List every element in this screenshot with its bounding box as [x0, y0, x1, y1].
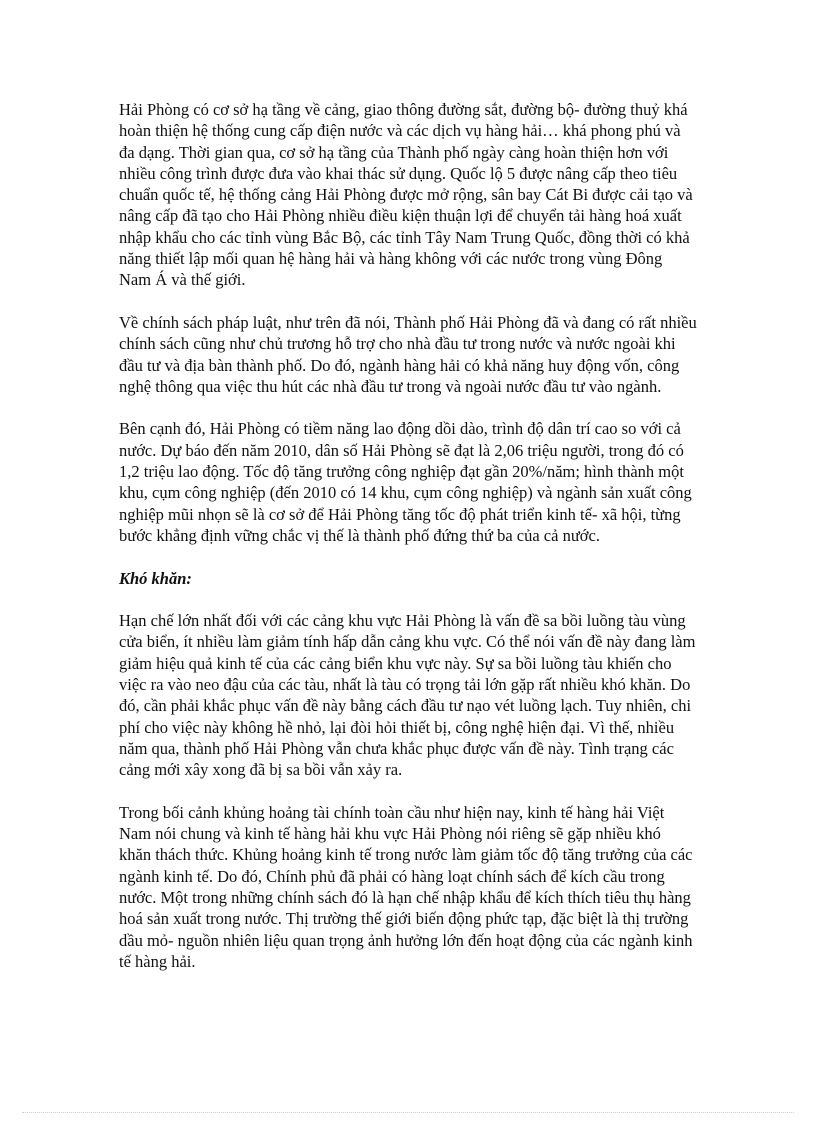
paragraph-crisis: Trong bối cảnh khủng hoảng tài chính toàn cầu như hiện nay, kinh tế hàng hải Việt Nam nói chung và kinh tế hàng hải khu vực Hải Phòng nói riêng sẽ gặp nhiều khó khăn thách thức. Khủng hoảng kinh tế trong nước làm giảm tốc độ tăng trưởng của các ngành kinh tế. Do đó, Chính phủ đã phải có hàng loạt chính sách để kích cầu trong nước. Một trong những chính sách đó là hạn chế nhập khẩu để kích thích tiêu thụ hàng hoá sản xuất trong nước. Thị trường thế giới biến động phức tạp, đặc biệt là thị trường dầu mỏ- nguồn nhiên liệu quan trọng ảnh hưởng lớn đến hoạt động của các ngành kinh tế hàng hải.	[119, 802, 693, 971]
paragraph-policy: Về chính sách pháp luật, như trên đã nói, Thành phố Hải Phòng đã và đang có rất nhiều chính sách cũng như chủ trương hỗ trợ cho nhà đầu tư trong nước và nước ngoài khi đầu tư và địa bàn thành phố. Do đó, ngành hàng hải có khả năng huy động vốn, công nghệ thông qua việc thu hút các nhà đầu tư trong và ngoài nước đầu tư vào ngành.	[119, 312, 697, 396]
paragraph-labor: Bên cạnh đó, Hải Phòng có tiềm năng lao động dồi dào, trình độ dân trí cao so với cả nước. Dự báo đến năm 2010, dân số Hải Phòng sẽ đạt là 2,06 triệu người, trong đó có 1,2 triệu lao động. Tốc độ tăng trưởng công nghiệp đạt gần 20%/năm; hình thành một khu, cụm công nghiệp (đến 2010 có 14 khu, cụm công nghiệp) và ngành sản xuất công nghiệp mũi nhọn sẽ là cơ sở để Hải Phòng tăng tốc độ phát triển kinh tế- xã hội, từng bước khẳng định vững chắc vị thế là thành phố đứng thứ ba của cả nước.	[119, 419, 692, 545]
footer-divider	[22, 1112, 794, 1113]
document-body	[119, 99, 697, 993]
paragraph-infrastructure: Hải Phòng có cơ sở hạ tầng về cảng, giao thông đường sắt, đường bộ- đường thuỷ khá hoàn thiện hệ thống cung cấp điện nước và các dịch vụ hàng hải… khá phong phú và đa dạng. Thời gian qua, cơ sở hạ tầng của Thành phố ngày càng hoàn thiện hơn với nhiều công trình được đưa vào khai thác sử dụng. Quốc lộ 5 được nâng cấp theo tiêu chuẩn quốc tế, hệ thống cảng Hải Phòng được mở rộng, sân bay Cát Bi được cải tạo và nâng cấp đã tạo cho Hải Phòng nhiều điều kiện thuận lợi để chuyển tải hàng hoá xuất nhập khẩu cho các tỉnh vùng Bắc Bộ, các tỉnh Tây Nam Trung Quốc, đồng thời có khả năng thiết lập mối quan hệ hàng hải và hàng không với các nước trong vùng Đông Nam Á và thế giới.	[119, 100, 693, 290]
section-heading-difficulties: Khó khăn:	[119, 568, 192, 588]
paragraph-silting: Hạn chế lớn nhất đối với các cảng khu vực Hải Phòng là vấn đề sa bồi luồng tàu vùng cửa biển, ít nhiều làm giảm tính hấp dẫn cảng khu vực. Có thể nói vấn đề này đang làm giảm hiệu quả kinh tế của các cảng biển khu vực này. Sự sa bồi luồng tàu khiến cho việc ra vào neo đậu của các tàu, nhất là tàu có trọng tải lớn gặp rất nhiều khó khăn. Do đó, cần phải khắc phục vấn đề này bằng cách đầu tư nạo vét luồng lạch. Tuy nhiên, chi phí cho việc này không hề nhỏ, lại đòi hỏi thiết bị, công nghệ hiện đại. Vì thế, nhiều năm qua, thành phố Hải Phòng vẫn chưa khắc phục được vấn đề này. Tình trạng các cảng mới xây xong đã bị sa bồi vẫn xảy ra.	[119, 611, 696, 780]
